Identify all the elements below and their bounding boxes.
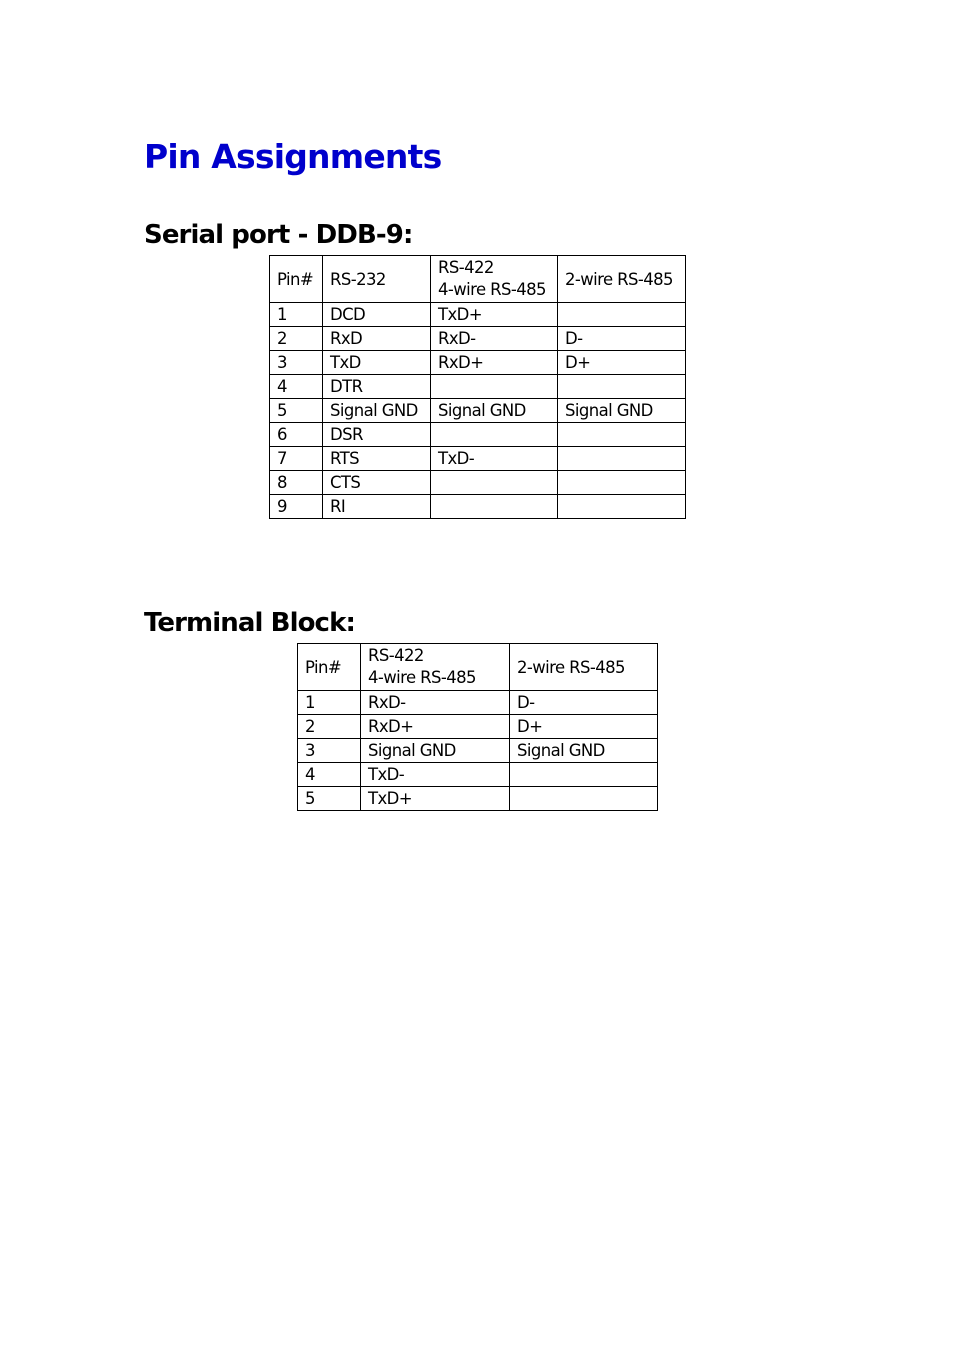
header-rs422-line2: 4-wire RS-485 [438,280,546,299]
cell-pin: 3 [298,739,361,763]
cell-rs485: D+ [558,351,686,375]
cell-rs422: RxD- [431,327,558,351]
table-row [298,715,658,739]
cell-pin: 7 [270,447,323,471]
cell-rs485: D- [510,691,658,715]
cell-pin: 4 [298,763,361,787]
cell-rs232: Signal GND [323,399,431,423]
cell-pin: 4 [270,375,323,399]
cell-rs422 [431,471,558,495]
header-rs422-line1: RS-422 [438,258,494,277]
table-row [270,399,686,423]
table-row [298,763,658,787]
table-header-row [270,256,686,303]
cell-pin: 6 [270,423,323,447]
cell-rs485 [510,763,658,787]
cell-pin: 2 [270,327,323,351]
table-row [270,303,686,327]
terminal-block-heading: Terminal Block: [144,608,355,638]
cell-rs422: Signal GND [431,399,558,423]
cell-rs232: CTS [323,471,431,495]
table-row [270,495,686,519]
header-pin: Pin# [270,256,323,303]
cell-rs422: RxD+ [431,351,558,375]
cell-rs232: RI [323,495,431,519]
cell-rs422: TxD- [361,763,510,787]
cell-pin: 3 [270,351,323,375]
cell-rs422 [431,375,558,399]
cell-pin: 8 [270,471,323,495]
header-rs422-line1: RS-422 [368,646,424,665]
cell-rs485 [558,303,686,327]
header-rs422-line2: 4-wire RS-485 [368,668,476,687]
cell-rs485: D- [558,327,686,351]
cell-rs485 [558,495,686,519]
cell-rs232: DSR [323,423,431,447]
cell-rs232: DTR [323,375,431,399]
serial-port-heading: Serial port - DDB-9: [144,220,413,250]
header-rs485-2wire: 2-wire RS-485 [558,256,686,303]
header-rs422 [361,644,510,691]
cell-rs422: TxD+ [431,303,558,327]
cell-rs485 [510,787,658,811]
cell-rs422 [431,495,558,519]
cell-rs422: RxD+ [361,715,510,739]
cell-rs485 [558,375,686,399]
cell-pin: 5 [298,787,361,811]
cell-rs422: Signal GND [361,739,510,763]
table-row [298,787,658,811]
table-row [298,739,658,763]
table-row [270,471,686,495]
cell-rs485: D+ [510,715,658,739]
header-rs232: RS-232 [323,256,431,303]
table-row [270,375,686,399]
cell-pin: 1 [298,691,361,715]
cell-pin: 1 [270,303,323,327]
header-rs422 [431,256,558,303]
table-header-row [298,644,658,691]
cell-rs232: RxD [323,327,431,351]
cell-rs485: Signal GND [510,739,658,763]
terminal-block-table [297,643,658,811]
cell-rs422: TxD- [431,447,558,471]
table-row [270,351,686,375]
table-row [270,423,686,447]
cell-rs232: DCD [323,303,431,327]
cell-rs422: RxD- [361,691,510,715]
table-row [298,691,658,715]
cell-pin: 2 [298,715,361,739]
cell-pin: 5 [270,399,323,423]
table-row [270,447,686,471]
page-title: Pin Assignments [144,137,442,176]
cell-rs485 [558,471,686,495]
header-rs485-2wire: 2-wire RS-485 [510,644,658,691]
cell-rs485 [558,423,686,447]
cell-pin: 9 [270,495,323,519]
cell-rs422: TxD+ [361,787,510,811]
header-pin: Pin# [298,644,361,691]
cell-rs232: TxD [323,351,431,375]
cell-rs422 [431,423,558,447]
serial-port-table [269,255,686,519]
cell-rs485: Signal GND [558,399,686,423]
cell-rs485 [558,447,686,471]
table-row [270,327,686,351]
cell-rs232: RTS [323,447,431,471]
